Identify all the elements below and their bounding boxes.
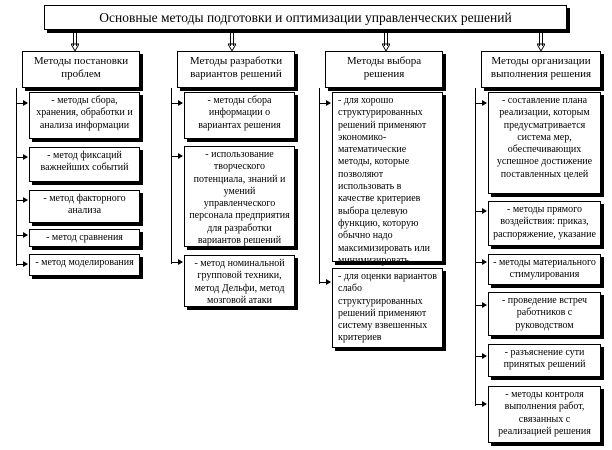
column-2-item-1: - методы сбора информации о вариантах решения (184, 92, 295, 139)
column-1-item-1: - методы сбора, хранения, обработки и анализа информации (29, 92, 140, 139)
column-4-spine (475, 88, 476, 406)
column-1-item-1-arrow (16, 103, 27, 104)
column-3-header: Методы выбора решения (325, 51, 443, 88)
column-1-item-5: - метод моделирования (29, 254, 140, 276)
column-4-item-4-arrow (475, 305, 486, 306)
column-2-header: Методы разработки вариантов решений (177, 51, 295, 88)
column-1-header: Методы постановки проблем (22, 51, 140, 88)
connector-arrow-1 (71, 31, 79, 51)
column-1-item-3-arrow (16, 200, 27, 201)
column-2-item-3-arrow (171, 262, 182, 263)
connector-arrow-4 (537, 31, 545, 51)
column-1-item-4-arrow (16, 235, 27, 236)
column-2-item-2: - использование творческого потенциала, знаний и умений управленческого персонала предприятия для разработки вариантов решений (184, 146, 295, 247)
connector-arrow-2 (228, 31, 236, 51)
column-1-item-4: - метод сравнения (29, 229, 140, 247)
column-4-item-4: - проведение встреч работников с руководством (488, 292, 601, 336)
diagram-title: Основные методы подготовки и оптимизации управленческих решений (44, 5, 567, 30)
column-1-item-2-arrow (16, 157, 27, 158)
column-4-item-1-arrow (475, 103, 486, 104)
column-4-header: Методы организации выполнения решения (481, 51, 601, 88)
column-2-item-3: - метод номинальной групповой техники, метод Дельфи, метод мозговой атаки (184, 255, 295, 307)
column-1-item-2: - метод фиксаций важнейших событий (29, 147, 140, 182)
column-4-item-2: - методы прямого воздействия: приказ, распоряжение, указание (488, 201, 601, 246)
column-4-item-1: - составление плана реализации, которым предусматривается система мер, обеспечивающих успешное достижение поставленных целей (488, 92, 601, 194)
column-4-item-6: - методы контроля выполнения работ, связанных с реализацией решения (488, 386, 601, 443)
column-4-item-5: - разъяснение сути принятых решений (488, 344, 601, 377)
column-4-item-5-arrow (475, 356, 486, 357)
column-2-spine (171, 88, 172, 264)
column-4-item-3-arrow (475, 262, 486, 263)
column-3-item-2: - для оценки вариантов слабо структурированных решений применяют систему взвешенных критериев (332, 268, 443, 348)
column-4-item-3: - методы материального стимулирования (488, 254, 601, 285)
column-3-item-2-arrow (319, 282, 330, 283)
connector-arrow-3 (382, 31, 390, 51)
column-1-item-3: - метод факторного анализа (29, 190, 140, 223)
column-3-spine (319, 88, 320, 284)
column-3-item-1-arrow (319, 103, 330, 104)
column-4-item-2-arrow (475, 211, 486, 212)
column-3-item-1: - для хорошо структурированных решений применяют экономико-математические методы, которые позволяют использовать в качестве критериев выбора целевую функцию, которую обычно надо максимизировать или минимизировать (332, 92, 443, 262)
column-2-item-2-arrow (171, 156, 182, 157)
column-1-item-5-arrow (16, 264, 27, 265)
column-4-item-6-arrow (475, 404, 486, 405)
column-2-item-1-arrow (171, 103, 182, 104)
column-1-spine (16, 88, 17, 266)
